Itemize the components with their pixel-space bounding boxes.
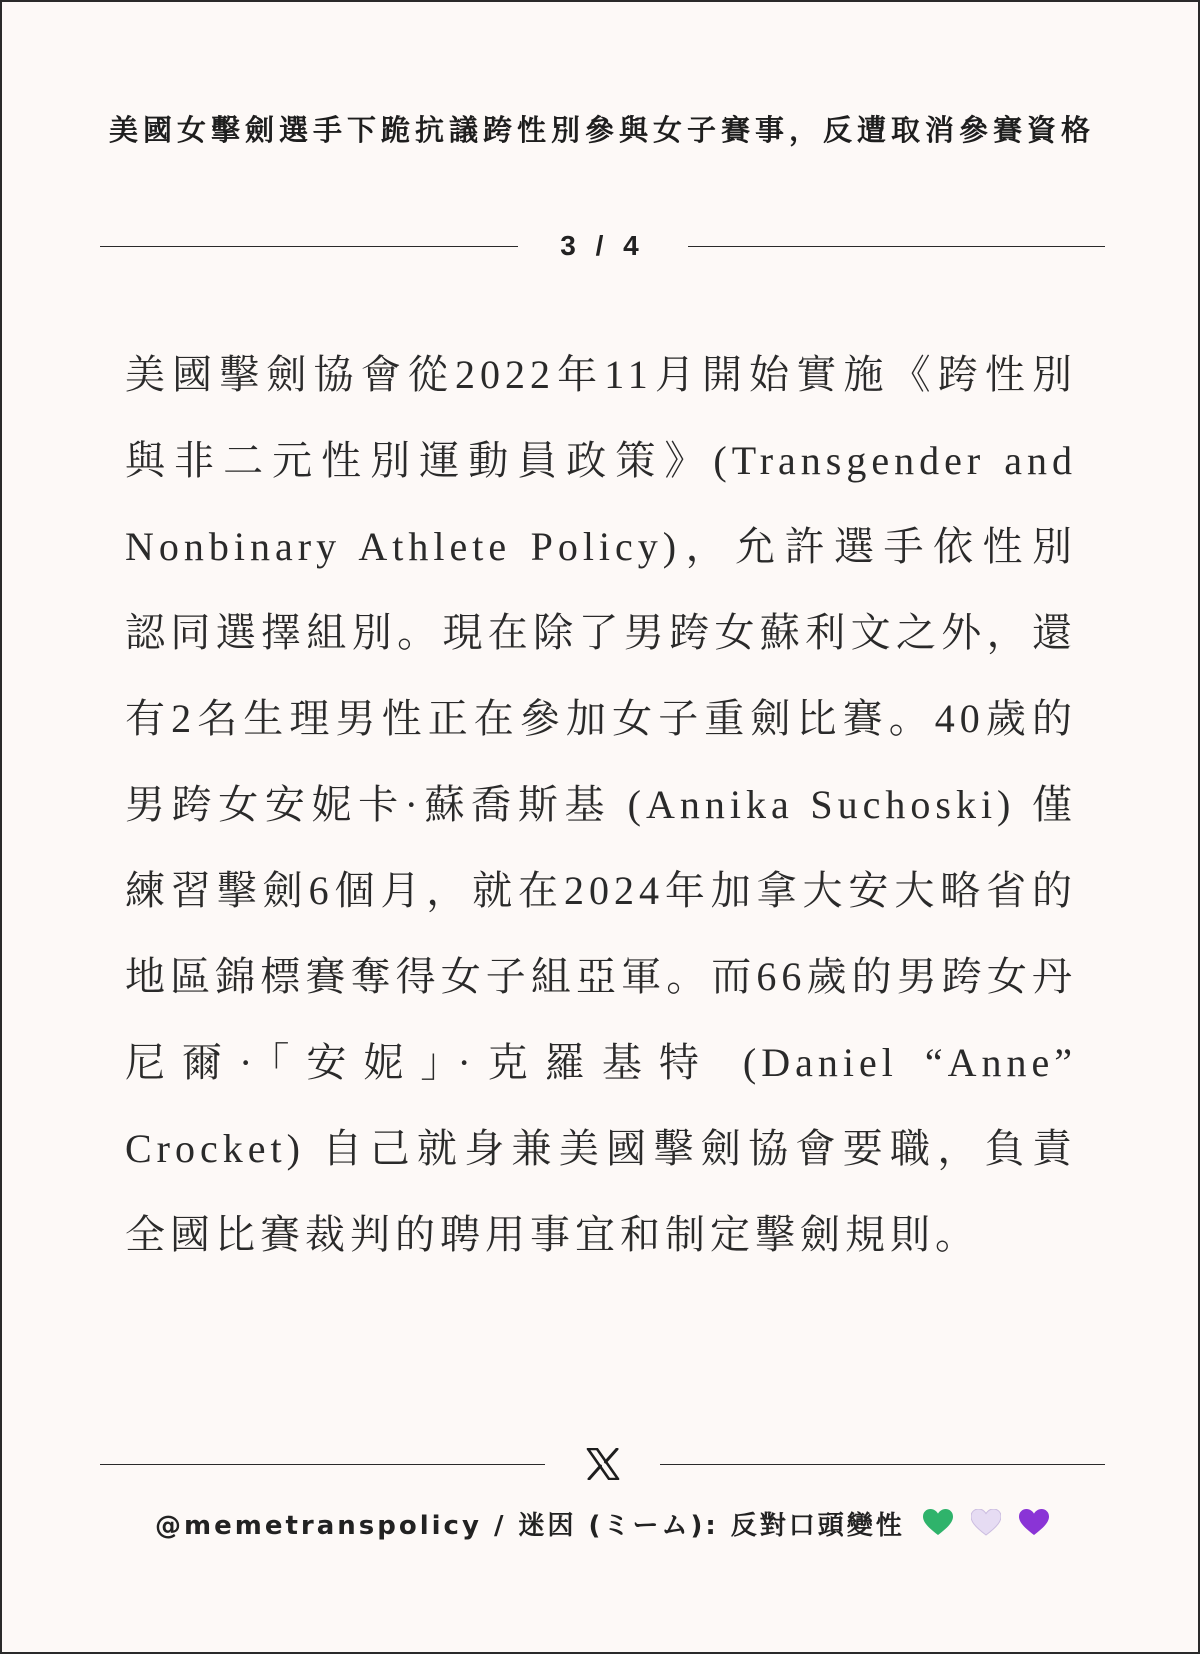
footer-divider-right	[660, 1464, 1105, 1465]
divider-left	[100, 246, 518, 247]
pager-row	[100, 226, 1105, 266]
green-heart-icon	[923, 1509, 953, 1544]
article-body: 美國擊劍協會從2022年11月開始實施《跨性別與非二元性別運動員政策》(Transgender and Nonbinary Athlete Policy)，允許選手依性別認同選擇組別。現在除了男跨女蘇利文之外，還有2名生理男性正在參加女子重劍比賽。40歲的男跨女安妮卡·蘇喬斯基 (Annika Suchoski) 僅練習擊劍6個月，就在2024年加拿大安大略省的地區錦標賽奪得女子組亞軍。而66歲的男跨女丹尼爾·「安妮」·克羅基特 (Daniel “Anne” Crocket) 自己就身兼美國擊劍協會要職，負責全國比賽裁判的聘用事宜和制定擊劍規則。	[125, 352, 1077, 1257]
green-heart-shape	[923, 1509, 953, 1535]
footer-divider-left	[100, 1464, 545, 1465]
divider-right	[688, 246, 1106, 247]
white-heart-icon	[971, 1509, 1001, 1544]
account-handle[interactable]: @memetranspolicy / 迷因 (ミーム): 反對口頭變性	[155, 1511, 905, 1541]
purple-heart-icon	[1019, 1509, 1049, 1544]
purple-heart-shape	[1019, 1509, 1049, 1535]
white-heart-shape	[971, 1509, 1001, 1535]
x-logo-icon[interactable]	[545, 1448, 660, 1480]
footer-handle	[102, 1505, 1102, 1544]
page-title: 美國女擊劍選手下跪抗議跨性別參與女子賽事，反遭取消參賽資格	[108, 113, 1095, 147]
footer-divider-row	[100, 1444, 1105, 1484]
page-indicator: 3 / 4	[560, 230, 645, 261]
